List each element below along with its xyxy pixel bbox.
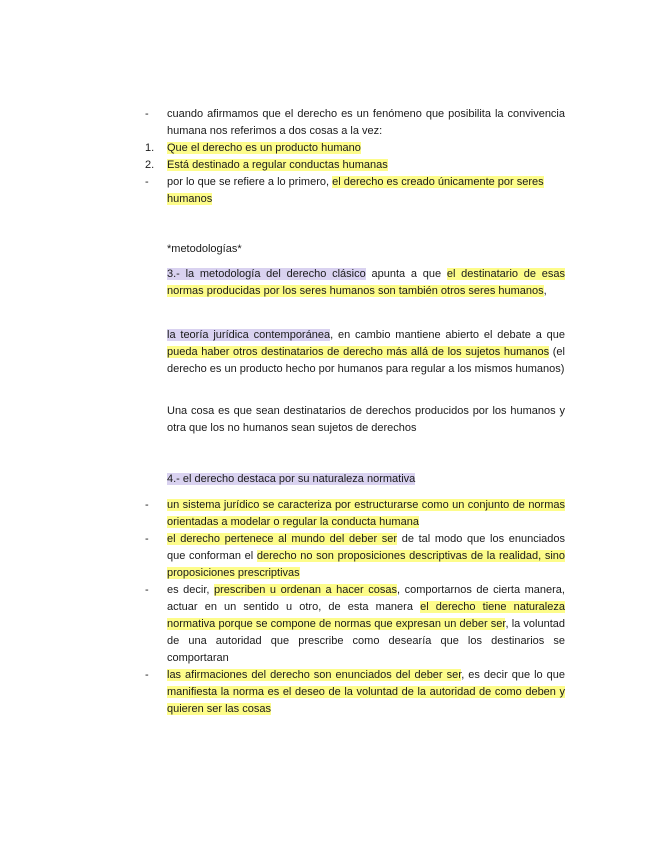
highlighted-text: un sistema jurídico se caracteriza por estructurarse como un conjunto de normas orientadas a modelar o regular la conducta humana xyxy=(167,499,565,528)
highlighted-text: prescriben u ordenan a hacer cosas xyxy=(214,584,397,596)
paragraph-teoria-contemporanea xyxy=(167,327,565,378)
list-marker: 2. xyxy=(145,159,155,171)
highlighted-text: Que el derecho es un producto humano xyxy=(167,142,361,154)
plain-text: es decir, xyxy=(167,584,215,596)
highlighted-text: manifiesta la norma es el deseo de la voluntad de la autoridad de como deben y quieren ser las cosas xyxy=(167,686,565,715)
plain-text: , comportarnos de cierta manera, actuar en un sentido u otro, de esta manera xyxy=(167,584,565,613)
list-item-sistema-juridico xyxy=(145,497,565,531)
paragraph-text: Una cosa es que sean destinatarios de derechos producidos por los humanos y otra que los no humanos sean sujetos de derechos xyxy=(167,405,565,434)
highlighted-text: Está destinado a regular conductas humanas xyxy=(167,159,388,171)
list-item-es-decir xyxy=(145,582,565,667)
list-item-lo-primero xyxy=(145,174,565,208)
heading-naturaleza-normativa xyxy=(167,471,565,488)
plain-text: , la voluntad de una autoridad que prescribe como desearía que los destinarios se comportaran xyxy=(167,618,565,664)
highlighted-text: derecho no son proposiciones descriptivas de la realidad, sino proposiciones prescriptivas xyxy=(167,550,565,579)
highlighted-text: el derecho tiene naturaleza normativa porque se compone de normas que expresan un deber ser xyxy=(167,601,565,630)
highlighted-text: el derecho es creado únicamente por seres humanos xyxy=(167,176,544,205)
highlighted-text: las afirmaciones del derecho son enunciados del deber ser xyxy=(167,669,462,681)
paragraph-una-cosa xyxy=(167,403,565,437)
plain-text: , xyxy=(543,285,547,297)
purple-highlight: 3.- la metodología del derecho clásico xyxy=(167,268,366,280)
list-marker: - xyxy=(145,669,149,681)
heading-metodologias xyxy=(167,241,565,258)
list-marker: - xyxy=(145,176,149,188)
plain-text: de tal modo que los enunciados que conforman el xyxy=(167,533,565,562)
plain-text: , es decir que lo que xyxy=(461,669,565,681)
plain-text: (el derecho es un producto hecho por humanos para regular a los mismos humanos) xyxy=(167,346,565,375)
highlighted-text: el destinatario de esas normas producidas por los seres humanos son también otros seres humanos xyxy=(167,268,565,297)
purple-highlight: 4.- el derecho destaca por su naturaleza normativa xyxy=(167,473,416,485)
highlighted-text: el derecho pertenece al mundo del deber ser xyxy=(167,533,398,545)
highlighted-text: pueda haber otros destinatarios de derecho más allá de los sujetos humanos xyxy=(167,346,550,358)
list-marker: - xyxy=(145,584,149,596)
list-item-deber-ser xyxy=(145,531,565,582)
list-marker: - xyxy=(145,499,149,511)
list-item-afirmaciones xyxy=(145,667,565,718)
list-item-producto-humano xyxy=(145,140,565,157)
list-marker: 1. xyxy=(145,142,155,154)
plain-text: , en cambio mantiene abierto el debate a que xyxy=(330,329,565,341)
purple-highlight: la teoría jurídica contemporánea xyxy=(167,329,331,341)
list-marker: - xyxy=(145,533,149,545)
plain-text: apunta a que xyxy=(365,268,447,280)
list-item-regular-conductas xyxy=(145,157,565,174)
list-marker: - xyxy=(145,108,149,120)
list-item-afirmamos xyxy=(145,106,565,140)
paragraph-metodologia-clasico xyxy=(167,266,565,300)
plain-text: por lo que se refiere a lo primero, xyxy=(167,176,333,188)
list-item-text: cuando afirmamos que el derecho es un fenómeno que posibilita la convivencia humana nos referimos a dos cosas a la vez: xyxy=(167,108,565,137)
heading-text: *metodologías* xyxy=(167,243,242,255)
